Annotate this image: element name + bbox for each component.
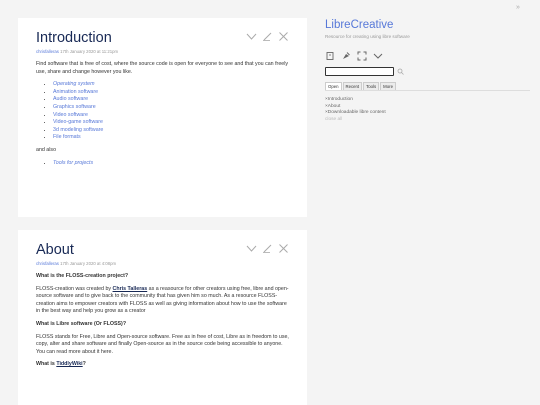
tiddler-date: 17th January 2020 at 4:08pm <box>60 261 117 266</box>
sidebar-toggle-button[interactable]: » <box>516 4 520 11</box>
tiddler-author[interactable]: chrisfalleras <box>36 261 59 266</box>
tiddler-introduction <box>18 18 307 217</box>
list-item <box>53 89 289 97</box>
link-video-game-software[interactable]: Video-game software <box>53 119 103 126</box>
site-subtitle: Resource for creating using libre software <box>325 34 410 39</box>
close-all-button[interactable]: close all <box>325 116 343 122</box>
tiddler-header <box>36 30 289 46</box>
tiddler-title: Introduction <box>36 30 112 46</box>
list-item <box>53 96 289 104</box>
tiddler-header <box>36 242 289 258</box>
heading-tiddlywiki: What is TiddlyWiki? <box>36 361 86 368</box>
chevron-down-icon[interactable] <box>246 32 257 41</box>
open-item-about[interactable]: ×About <box>325 103 341 109</box>
heading-libre-software: What is Libre software (Or FLOSS)? <box>36 320 127 327</box>
link-audio-software[interactable]: Audio software <box>53 96 89 103</box>
list-item <box>53 112 289 120</box>
list-item <box>53 104 289 112</box>
link-graphics-software[interactable]: Graphics software <box>53 103 96 110</box>
about-paragraph: FLOSS-creation was created by Chris Talleras as a reasource for other creators using free, libre and open-source software and to give back to the community that has given him so much. As a resource FLOSS-creation aims to empower creators with FLOSS as well as giving information about how to use the software in the best way and help you grow as a creator <box>36 285 289 315</box>
intro-paragraph: Find software that is free of cost, where the source code is open for everyone to see and that you can freely use, share and change however you like. <box>36 61 289 75</box>
tiddler-about <box>18 230 307 405</box>
new-tiddler-icon[interactable] <box>325 51 335 61</box>
page-controls <box>325 51 530 61</box>
open-item-introduction[interactable]: ×Introduction <box>325 97 353 102</box>
link-tiddlywiki[interactable]: TiddlyWiki <box>56 361 83 368</box>
and-also-text: and also <box>36 146 57 153</box>
tiddler-author[interactable]: chrisfalleras <box>36 49 59 54</box>
tab-recent[interactable]: Recent <box>343 82 363 90</box>
tiddler-title: About <box>36 242 74 258</box>
link-tools-for-projects[interactable]: Tools for projects <box>53 159 94 166</box>
tiddler-controls <box>246 32 289 41</box>
edit-pencil-icon[interactable] <box>262 244 273 253</box>
link-operating-system[interactable]: Operating system <box>53 81 95 88</box>
close-icon[interactable] <box>278 244 289 253</box>
tab-more[interactable]: More <box>380 82 396 90</box>
open-tiddlers-list <box>325 97 530 123</box>
tiddler-body <box>36 61 289 167</box>
software-list <box>53 81 289 142</box>
link-3d-modeling-software[interactable]: 3d modeling software <box>53 126 104 133</box>
heading-floss-project: What is the FLOSS-creation project? <box>36 273 129 279</box>
list-item <box>53 127 289 135</box>
tiddler-subtitle <box>36 49 289 54</box>
tiddler-controls <box>246 244 289 253</box>
link-video-software[interactable]: Video software <box>53 111 88 118</box>
chevron-down-icon[interactable] <box>246 244 257 253</box>
fullscreen-icon[interactable] <box>357 51 367 61</box>
list-item <box>53 119 289 127</box>
site-title: LibreCreative <box>325 19 394 31</box>
chevron-down-icon[interactable] <box>373 51 383 61</box>
tab-tools[interactable]: Tools <box>363 82 379 90</box>
edit-pencil-icon[interactable] <box>262 32 273 41</box>
sidebar-tabs <box>325 82 530 91</box>
sidebar <box>325 18 530 123</box>
search-row <box>325 67 530 76</box>
close-icon[interactable] <box>278 32 289 41</box>
list-item <box>53 134 289 142</box>
tiddler-date: 17th January 2020 at 11:21pm <box>60 49 119 54</box>
tiddler-subtitle <box>36 261 289 266</box>
list-item <box>53 81 289 89</box>
floss-paragraph: FLOSS stands for Free, Libre and Open-source software. Free as in free of cost, Libre as in freedom to use, copy, alter and share software and finally Open-source as in the source code being accessible to anyone. You can read more about it here. <box>36 333 289 355</box>
link-chris-talleras[interactable]: Chris Talleras <box>112 285 148 292</box>
link-animation-software[interactable]: Animation software <box>53 88 99 95</box>
search-icon[interactable] <box>397 68 404 75</box>
tiddler-body <box>36 273 289 369</box>
palette-icon[interactable] <box>341 51 351 61</box>
link-file-formats[interactable]: File formats <box>53 134 81 141</box>
open-item-downloadable[interactable]: ×Downloadable libre content <box>325 110 386 115</box>
tab-open[interactable]: Open <box>325 82 342 90</box>
search-input[interactable] <box>325 67 394 76</box>
extra-list <box>53 160 289 168</box>
list-item <box>53 160 289 168</box>
